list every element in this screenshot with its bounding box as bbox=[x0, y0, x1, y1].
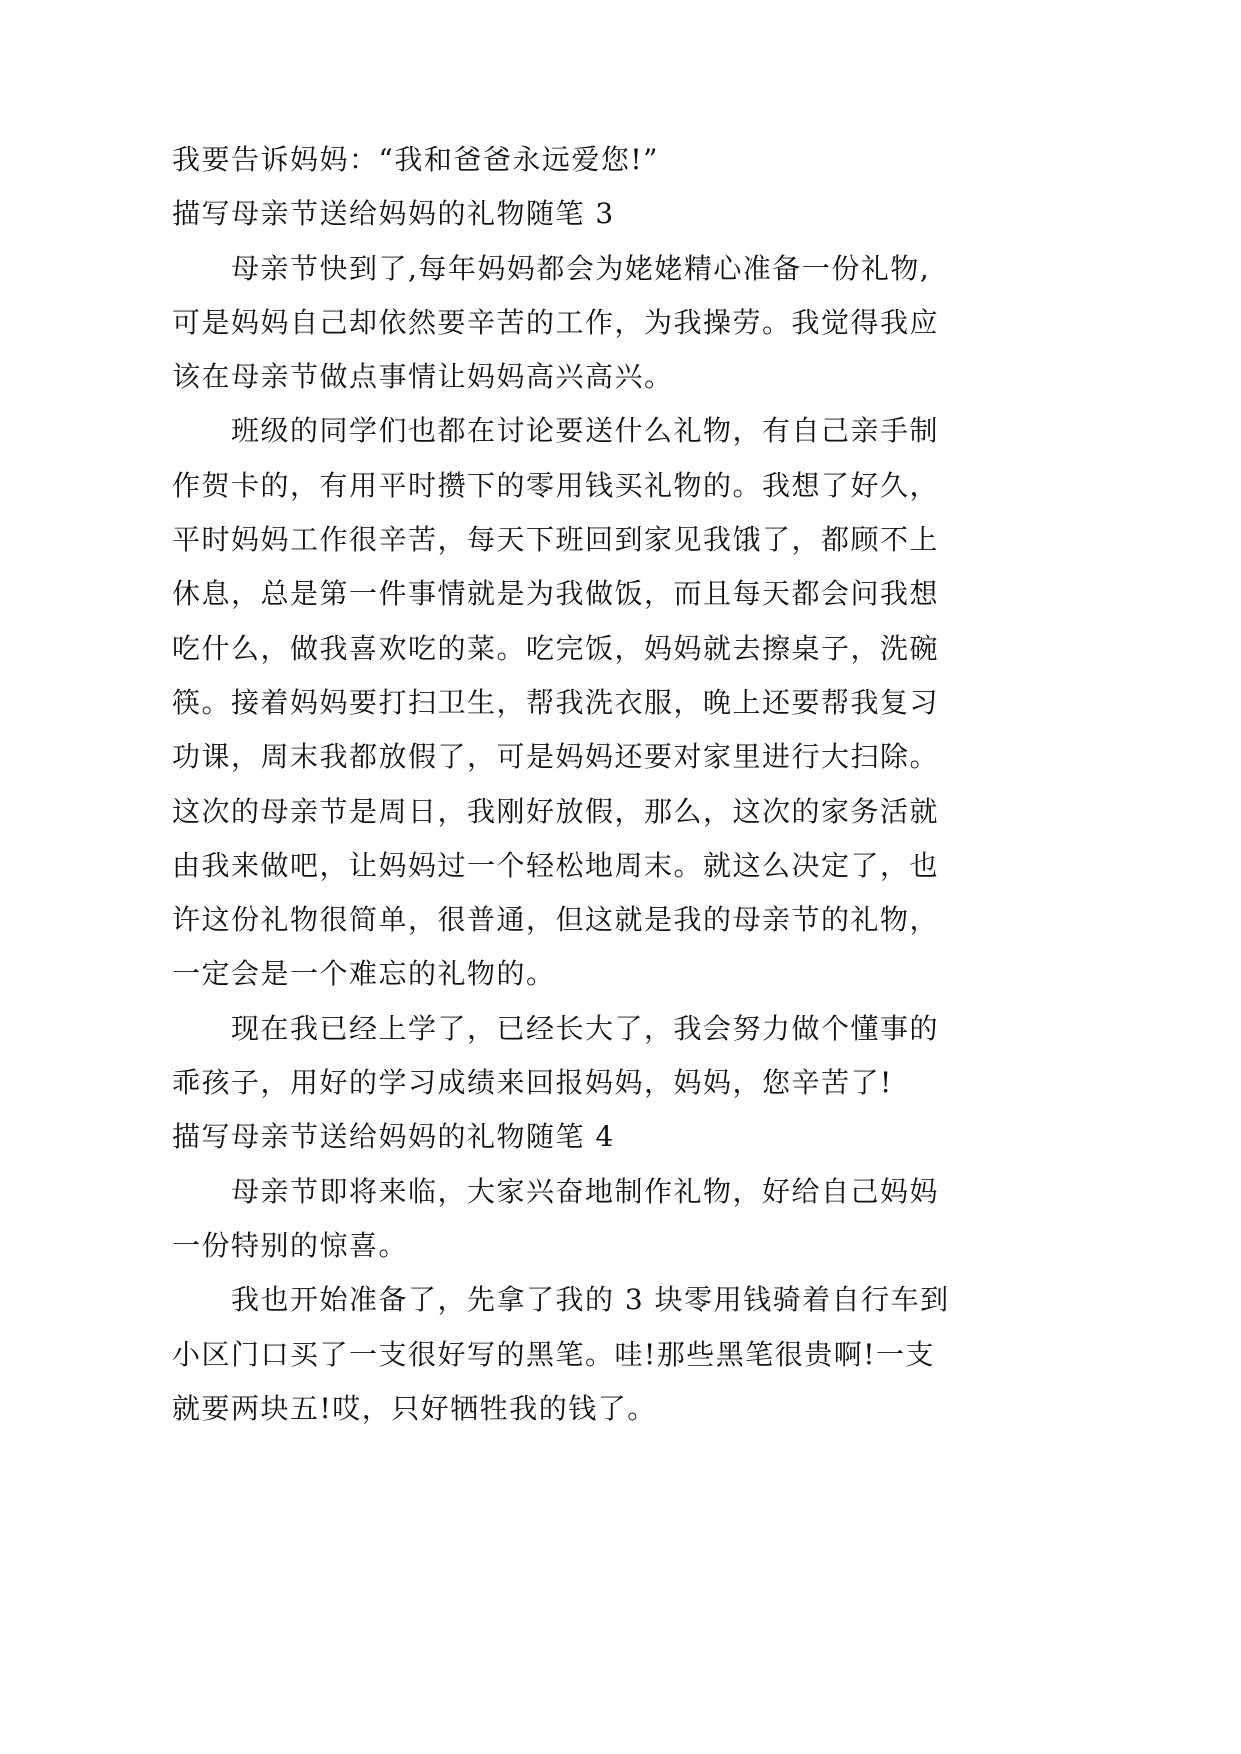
paragraph-line: 平时妈妈工作很辛苦，每天下班回到家见我饿了，都顾不上 bbox=[172, 523, 940, 557]
paragraph-line: 作贺卡的，有用平时攒下的零用钱买礼物的。我想了好久， bbox=[172, 468, 940, 502]
paragraph bbox=[172, 404, 1072, 1001]
paragraph-line: 筷。接着妈妈要打扫卫生，帮我洗衣服，晚上还要帮我复习 bbox=[172, 685, 940, 719]
paragraph-line: 母亲节即将来临，大家兴奋地制作礼物，好给自己妈妈 bbox=[231, 1174, 940, 1208]
paragraph-line: 休息，总是第一件事情就是为我做饭，而且每天都会问我想 bbox=[172, 577, 940, 611]
paragraph-line: 乖孩子，用好的学习成绩来回报妈妈，妈妈，您辛苦了! bbox=[172, 1066, 893, 1100]
paragraph-line: 该在母亲节做点事情让妈妈高兴高兴。 bbox=[172, 360, 674, 394]
essay-4 bbox=[172, 1110, 1072, 1436]
paragraph-line: 班级的同学们也都在讨论要送什么礼物，有自己亲手制 bbox=[231, 414, 940, 448]
paragraph bbox=[172, 1165, 1072, 1274]
paragraph-line: 吃什么，做我喜欢吃的菜。吃完饭，妈妈就去擦桌子，洗碗 bbox=[172, 631, 940, 665]
paragraph-line: 由我来做吧，让妈妈过一个轻松地周末。就这么决定了，也 bbox=[172, 848, 940, 882]
paragraph-line: 母亲节快到了,每年妈妈都会为姥姥精心准备一份礼物, bbox=[231, 251, 931, 285]
paragraph-line: 就要两块五!哎，只好牺牲我的钱了。 bbox=[172, 1391, 657, 1425]
essay-title: 描写母亲节送给妈妈的礼物随笔 4 bbox=[172, 1120, 615, 1154]
paragraph-line: 功课，周末我都放假了，可是妈妈还要对家里进行大扫除。 bbox=[172, 740, 940, 774]
paragraph-line: 可是妈妈自己却依然要辛苦的工作，为我操劳。我觉得我应 bbox=[172, 305, 940, 339]
paragraph-line: 一定会是一个难忘的礼物的。 bbox=[172, 957, 556, 991]
essay-title: 描写母亲节送给妈妈的礼物随笔 3 bbox=[172, 197, 615, 231]
paragraph-line: 小区门口买了一支很好写的黑笔。哇!那些黑笔很贵啊!一支 bbox=[172, 1337, 936, 1371]
paragraph-line: 这次的母亲节是周日，我刚好放假，那么，这次的家务活就 bbox=[172, 794, 940, 828]
continued-line: 我要告诉妈妈：“我和爸爸永远爱您!” bbox=[172, 143, 659, 176]
paragraph bbox=[172, 1002, 1072, 1111]
paragraph-line: 现在我已经上学了，已经长大了，我会努力做个懂事的 bbox=[231, 1011, 940, 1045]
paragraph bbox=[172, 242, 1072, 405]
essay-3 bbox=[172, 187, 1072, 1110]
paragraph-line: 许这份礼物很简单，很普通，但这就是我的母亲节的礼物， bbox=[172, 903, 940, 937]
paragraph-line: 一份特别的惊喜。 bbox=[172, 1228, 409, 1262]
document-body bbox=[172, 133, 1072, 1436]
paragraph bbox=[172, 1273, 1072, 1436]
paragraph-line: 我也开始准备了，先拿了我的 3 块零用钱骑着自行车到 bbox=[231, 1283, 950, 1317]
